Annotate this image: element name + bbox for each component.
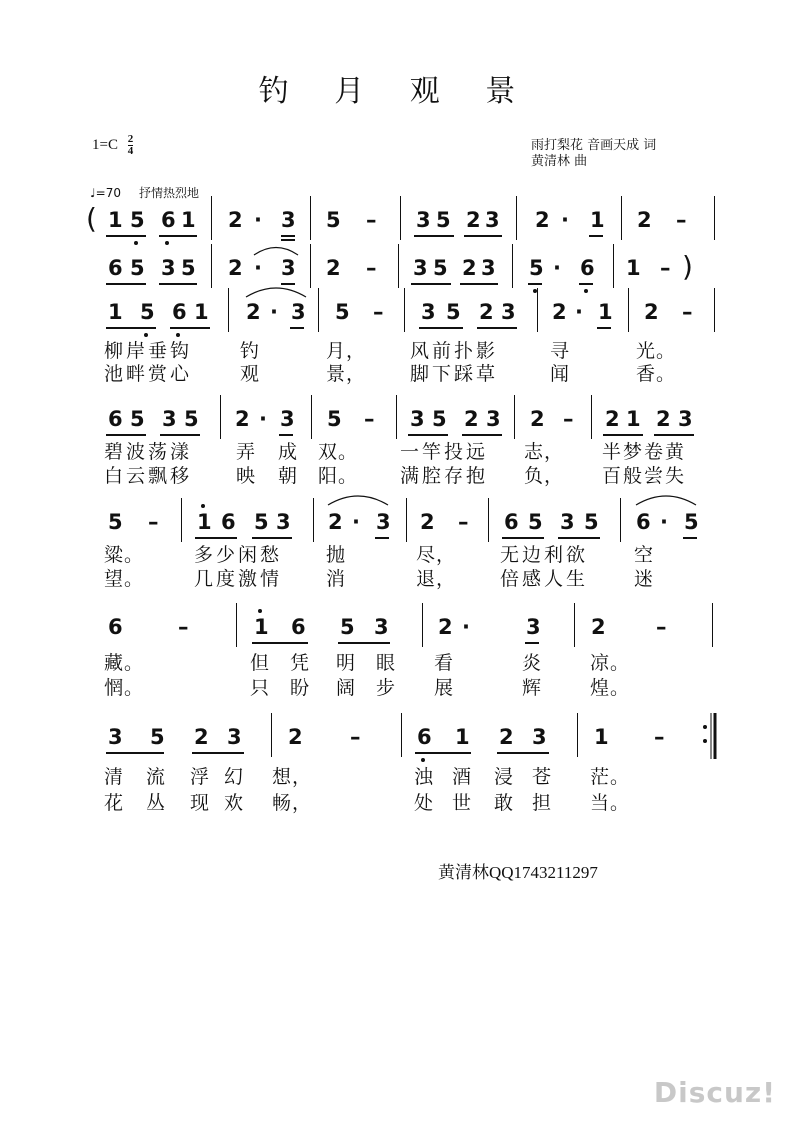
lyric-text: 藏。 [104, 652, 145, 674]
note: 6 [221, 510, 236, 534]
lyric-text: 成 [278, 441, 299, 463]
note: 5 [130, 256, 145, 280]
bar-line [422, 603, 423, 647]
slur [634, 492, 698, 506]
note: 1 [594, 725, 609, 749]
bar-line [613, 244, 614, 288]
note: 1 [626, 256, 641, 280]
note: 6 [108, 256, 123, 280]
note: 2 [530, 407, 545, 431]
note: 5 [181, 256, 196, 280]
note: 3 [108, 725, 123, 749]
lyric-text: 弄 [236, 441, 257, 463]
note: 3 [376, 510, 391, 534]
underline [683, 537, 697, 539]
note: 2 [552, 300, 567, 324]
note: – [178, 615, 189, 639]
note: 5 [150, 725, 165, 749]
bar-line [514, 395, 515, 439]
underline [195, 537, 237, 539]
low-octave-dot [584, 289, 588, 293]
note: 3 [421, 300, 436, 324]
underline [170, 327, 210, 329]
note: 2 [656, 407, 671, 431]
notation-row-7 [0, 725, 792, 765]
bar-line [318, 288, 319, 332]
lyric-text: 浸 [494, 766, 515, 788]
note: 2 [605, 407, 620, 431]
bar-line [621, 196, 622, 240]
note: 2 [328, 510, 343, 534]
lyric-text: 几度激情 [194, 568, 283, 590]
high-octave-dot [258, 609, 262, 613]
lyric-text: 欢 [224, 792, 245, 814]
lyric-text: 担 [532, 792, 553, 814]
note: · [254, 256, 262, 280]
lyric-text: 明 [336, 652, 357, 674]
note: · [270, 300, 278, 324]
note: 2 [535, 208, 550, 232]
tempo-expression: 抒情热烈地 [138, 186, 199, 200]
lyric-text: 柳岸垂钩 [104, 340, 193, 362]
note: 2 [644, 300, 659, 324]
low-octave-dot [134, 241, 138, 245]
note: 3 [501, 300, 516, 324]
note: 6 [108, 615, 123, 639]
lyric-text: 观 [240, 363, 261, 385]
lyric-text: 凉。 [590, 652, 631, 674]
note: 2 [438, 615, 453, 639]
bar-line [577, 713, 578, 757]
lyric-text: 多少闲愁 [194, 544, 283, 566]
note: · [660, 510, 668, 534]
note: · [575, 300, 583, 324]
lyric-text: 酒 [452, 766, 473, 788]
lyric-text: 一竿投远 [400, 441, 489, 463]
note: 6 [417, 725, 432, 749]
note: 6 [172, 300, 187, 324]
note: 1 [108, 300, 123, 324]
lyric-text: 无边利欲 [500, 544, 589, 566]
note: 1 [194, 300, 209, 324]
note: 6 [580, 256, 595, 280]
note: 3 [281, 208, 296, 232]
lyric-text: 想， [272, 766, 313, 788]
note: · [553, 256, 561, 280]
note: 5 [529, 256, 544, 280]
note: 5 [584, 510, 599, 534]
key-label: 1=C [92, 136, 118, 153]
lyric-text: 步 [376, 677, 397, 699]
lyric-text: 月， [326, 340, 367, 362]
lyric-text: 映 [236, 465, 257, 487]
key-signature [92, 134, 133, 157]
note: 2 [591, 615, 606, 639]
underline [502, 537, 544, 539]
note: 2 [462, 256, 477, 280]
tempo-marking [90, 184, 199, 201]
lyric-text: 双。 [318, 441, 359, 463]
lyric-text: 碧波荡漾 [104, 441, 193, 463]
underline [281, 235, 295, 237]
note: 5 [528, 510, 543, 534]
note: 5 [340, 615, 355, 639]
note: 6 [636, 510, 651, 534]
note: 5 [335, 300, 350, 324]
note: 1 [590, 208, 605, 232]
lyric-text: 消 [326, 568, 347, 590]
tempo-bpm: ♩=70 [90, 186, 121, 200]
underline [252, 642, 308, 644]
note: 3 [532, 725, 547, 749]
lyric-text: 只 [250, 677, 271, 699]
bar-line [714, 196, 715, 240]
slur [326, 492, 390, 506]
note: – [654, 725, 665, 749]
discuz-watermark: Discuz! [653, 1076, 776, 1109]
note: 2 [466, 208, 481, 232]
underline [106, 752, 164, 754]
note: – [563, 407, 574, 431]
note: 2 [228, 208, 243, 232]
bar-line [620, 498, 621, 542]
bar-line [228, 288, 229, 332]
underline [159, 283, 197, 285]
bar-line [591, 395, 592, 439]
note: 5 [433, 256, 448, 280]
lyric-text: 朝 [278, 465, 299, 487]
lyric-text: 丛 [146, 792, 167, 814]
lyric-text: 钓 [240, 340, 261, 362]
note: 2 [194, 725, 209, 749]
lyric-text: 抛 [326, 544, 347, 566]
note: 5 [184, 407, 199, 431]
notation-row-6 [0, 615, 792, 655]
note: 2 [420, 510, 435, 534]
note: 3 [162, 407, 177, 431]
notation-row-1 [0, 202, 792, 248]
bar-line [236, 603, 237, 647]
high-octave-dot [201, 504, 205, 508]
note: 5 [108, 510, 123, 534]
bar-line [400, 196, 401, 240]
lyric-text: 阳。 [318, 465, 359, 487]
underline [464, 235, 502, 237]
underline [597, 327, 611, 329]
underline [192, 752, 244, 754]
note: · [352, 510, 360, 534]
note: 1 [598, 300, 613, 324]
note: 2 [228, 256, 243, 280]
lyric-text: 倍感人生 [500, 568, 589, 590]
note: 5 [326, 208, 341, 232]
lyric-text: 脚下踩草 [410, 363, 499, 385]
note: 3 [291, 300, 306, 324]
note: 2 [479, 300, 494, 324]
note: – [676, 208, 687, 232]
note: 3 [560, 510, 575, 534]
note: 2 [464, 407, 479, 431]
low-octave-dot [176, 333, 180, 337]
note: · [561, 208, 569, 232]
underline [290, 327, 304, 329]
underline [558, 537, 600, 539]
bar-line [401, 713, 402, 757]
lyric-text: 半梦卷黄 [602, 441, 687, 463]
note: – [656, 615, 667, 639]
bar-line [310, 244, 311, 288]
lyric-text: 香。 [636, 363, 677, 385]
lyric-text: 闻 [550, 363, 571, 385]
underline [477, 327, 517, 329]
lyric-text: 景， [326, 363, 367, 385]
low-octave-dot [165, 241, 169, 245]
lyric-text: 阔 [336, 677, 357, 699]
note: 3 [413, 256, 428, 280]
slur [244, 284, 308, 298]
bar-line [574, 603, 575, 647]
lyric-text: 幻 [224, 766, 245, 788]
time-numerator: 2 [127, 133, 134, 145]
bar-line [310, 196, 311, 240]
underline [654, 434, 694, 436]
lyric-text: 处 [414, 792, 435, 814]
lyric-text: 满腔存抱 [400, 465, 489, 487]
bar-line [311, 395, 312, 439]
lyric-text: 凭 [290, 652, 311, 674]
bar-line [512, 244, 513, 288]
repeat-end-barline [702, 713, 718, 759]
underline [528, 283, 542, 285]
underline [525, 642, 539, 644]
credits [531, 138, 656, 170]
lyric-text: 负， [524, 465, 565, 487]
lyric-text: 百般尝失 [602, 465, 687, 487]
note: 6 [291, 615, 306, 639]
lyric-text: 浮 [190, 766, 211, 788]
underline [415, 752, 471, 754]
note: – [458, 510, 469, 534]
note: 3 [678, 407, 693, 431]
lyric-text: 白云飘移 [104, 465, 193, 487]
note: 3 [486, 407, 501, 431]
note: – [682, 300, 693, 324]
underline [411, 283, 451, 285]
bar-line [313, 498, 314, 542]
note: 5 [446, 300, 461, 324]
lyric-text: 现 [190, 792, 211, 814]
lyric-text: 辉 [522, 677, 543, 699]
note: 3 [280, 407, 295, 431]
lyric-text: 池畔赏心 [104, 363, 193, 385]
bar-line [271, 713, 272, 757]
note: 5 [432, 407, 447, 431]
lyric-text: 花 [104, 792, 125, 814]
lyric-text: 迷 [634, 568, 655, 590]
note: – [364, 407, 375, 431]
bar-line [181, 498, 182, 542]
note: 3 [281, 256, 296, 280]
lyric-text: 畅， [272, 792, 313, 814]
note: 6 [504, 510, 519, 534]
bar-line [398, 244, 399, 288]
note: · [462, 615, 470, 639]
underline [603, 434, 643, 436]
note: 5 [436, 208, 451, 232]
bar-line [406, 498, 407, 542]
lyric-text: 寻 [550, 340, 571, 362]
note: 2 [288, 725, 303, 749]
note: 3 [526, 615, 541, 639]
note: 2 [637, 208, 652, 232]
note: 3 [416, 208, 431, 232]
low-octave-dot [421, 758, 425, 762]
lyric-text: 望。 [104, 568, 145, 590]
note: · [254, 208, 262, 232]
note: 5 [684, 510, 699, 534]
note: 1 [455, 725, 470, 749]
lyric-text: 茫。 [590, 766, 631, 788]
underline [497, 752, 549, 754]
author-signature: 黄清林QQ1743211297 [438, 863, 598, 882]
lyric-text: 世 [452, 792, 473, 814]
underline [106, 434, 146, 436]
underline [279, 434, 293, 436]
bar-line [712, 603, 713, 647]
lyric-text: 敢 [494, 792, 515, 814]
note: 5 [254, 510, 269, 534]
underline [106, 327, 156, 329]
note: 3 [276, 510, 291, 534]
underline [106, 283, 146, 285]
bar-line [714, 288, 715, 332]
underline [589, 235, 603, 237]
underline [160, 434, 200, 436]
note: 6 [108, 407, 123, 431]
underline [462, 434, 502, 436]
underline [252, 537, 292, 539]
underline [375, 537, 389, 539]
note: 1 [108, 208, 123, 232]
note: 3 [227, 725, 242, 749]
time-denominator: 4 [127, 145, 134, 157]
note: 2 [246, 300, 261, 324]
bar-line [220, 395, 221, 439]
lyric-text: 尽， [416, 544, 457, 566]
lyric-text: 退， [416, 568, 457, 590]
note: · [259, 407, 267, 431]
lyric-text: 流 [146, 766, 167, 788]
underline [579, 283, 593, 285]
lyric-text: 煌。 [590, 677, 631, 699]
lyric-text: 眼 [376, 652, 397, 674]
note: 6 [161, 208, 176, 232]
notation-row-3 [0, 300, 792, 340]
bar-line [404, 288, 405, 332]
note: – [148, 510, 159, 534]
time-signature [128, 134, 134, 157]
note: 5 [130, 208, 145, 232]
lyric-text: 展 [434, 677, 455, 699]
song-title: 钓 月 观 景 [258, 74, 534, 109]
repeat-paren-open: ( [86, 202, 97, 235]
note: – [660, 256, 671, 280]
lyric-text: 但 [250, 652, 271, 674]
underline [106, 235, 146, 237]
note: 1 [254, 615, 269, 639]
bar-line [537, 288, 538, 332]
note: 5 [140, 300, 155, 324]
note: – [350, 725, 361, 749]
note: 1 [626, 407, 641, 431]
lyric-text: 当。 [590, 792, 631, 814]
underline [281, 239, 295, 241]
lyric-text: 苍 [532, 766, 553, 788]
note: 2 [235, 407, 250, 431]
underline [338, 642, 390, 644]
note: 5 [130, 407, 145, 431]
underline [408, 434, 448, 436]
repeat-paren-close: ) [682, 250, 693, 283]
bar-line [211, 196, 212, 240]
lyric-text: 清 [104, 766, 125, 788]
bar-line [628, 288, 629, 332]
notation-row-2 [0, 250, 792, 296]
lyric-text: 惘。 [104, 677, 145, 699]
lyric-text: 风前扑影 [410, 340, 499, 362]
bar-line [488, 498, 489, 542]
lyric-text: 炎 [522, 652, 543, 674]
note: – [366, 256, 377, 280]
underline [419, 327, 463, 329]
bar-line [211, 244, 212, 288]
lyric-text: 盼 [290, 677, 311, 699]
note: 3 [485, 208, 500, 232]
lyric-text: 粱。 [104, 544, 145, 566]
note: 3 [481, 256, 496, 280]
lyric-text: 看 [434, 652, 455, 674]
lyric-text: 志， [524, 441, 565, 463]
lyricist-credit: 雨打梨花 音画天成 词 [531, 138, 657, 153]
note: 1 [197, 510, 212, 534]
low-octave-dot [144, 333, 148, 337]
composer-credit: 黄清林 曲 [531, 154, 588, 169]
note: 2 [326, 256, 341, 280]
bar-line [396, 395, 397, 439]
underline [414, 235, 454, 237]
bar-line [516, 196, 517, 240]
note: 2 [499, 725, 514, 749]
note: 3 [374, 615, 389, 639]
note: 3 [161, 256, 176, 280]
lyric-text: 光。 [636, 340, 677, 362]
slur [252, 244, 300, 256]
lyric-text: 浊 [414, 766, 435, 788]
note: 1 [181, 208, 196, 232]
lyric-text: 空 [634, 544, 655, 566]
note: – [373, 300, 384, 324]
note: 5 [327, 407, 342, 431]
underline [159, 235, 197, 237]
note: 3 [410, 407, 425, 431]
underline [460, 283, 498, 285]
note: – [366, 208, 377, 232]
